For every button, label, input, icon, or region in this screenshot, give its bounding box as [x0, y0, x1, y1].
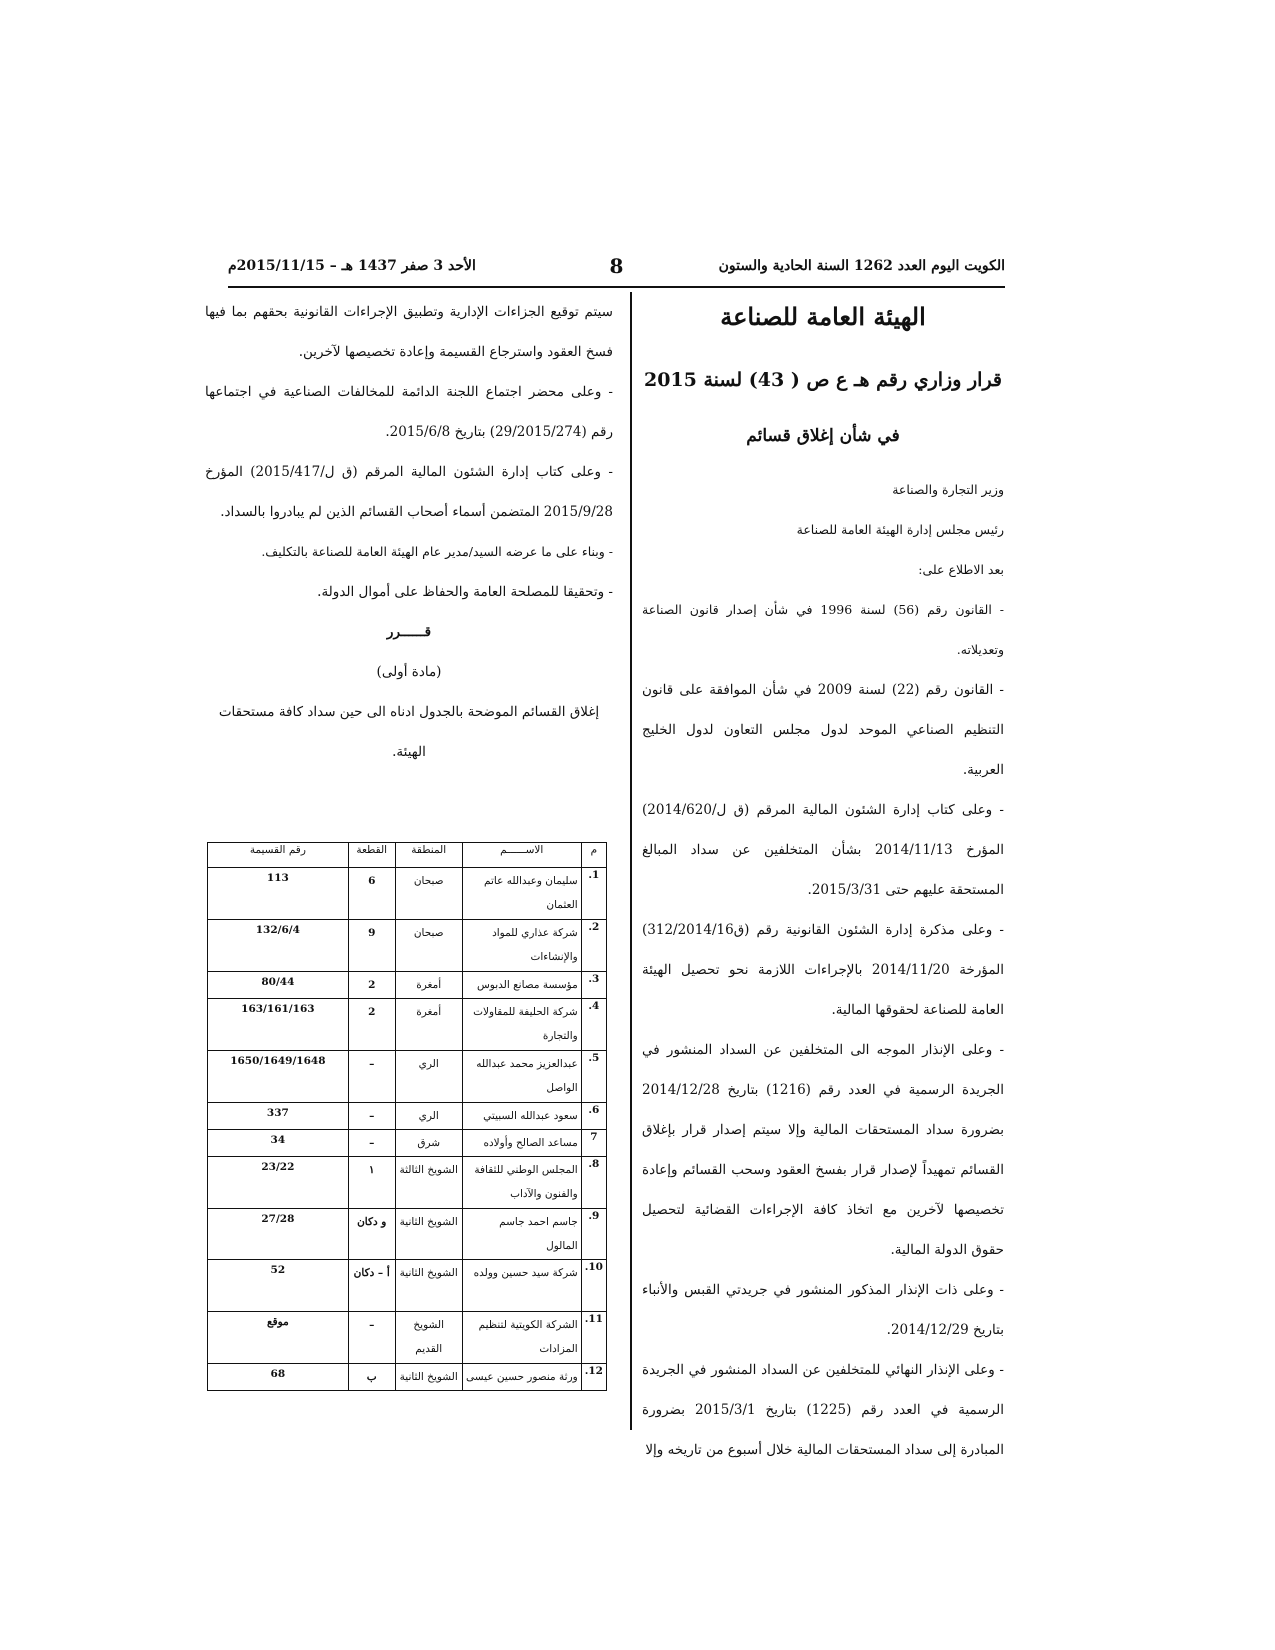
column-divider [630, 292, 632, 1430]
cell-area: الشويخ الثانية [395, 1209, 462, 1260]
chairman-line: رئيس مجلس إدارة الهيئة العامة للصناعة [796, 522, 1004, 537]
table-row [208, 1130, 607, 1157]
cell-plot: ب [348, 1364, 395, 1391]
cell-area: أمغرة [395, 972, 462, 999]
header-rule [228, 286, 1005, 288]
column-header: القطعة [348, 843, 395, 868]
cell-num: 4. [581, 999, 606, 1051]
cell-area: الري [395, 1051, 462, 1103]
preamble-paragraph: - وعلى الإنذار الموجه الى المتخلفين عن السداد المنشور في الجريدة الرسمية في العدد رقم (1216) بتاريخ 2014/12/28 بضرورة سداد المستحقات المالية وإلا سيتم إصدار قرار بإغلاق القسائم تمهيداً لإصدار قرار بفسخ العقود وسحب القسائم وإعادة تخصيصها لآخرين مع اتخاذ كافة الإجراءات القضائية لتحصيل حقوق الدولة المالية. [642, 1042, 1004, 1258]
cell-plot: – [348, 1312, 395, 1364]
cell-num: 8. [581, 1157, 606, 1209]
cell-num: 12. [581, 1364, 606, 1391]
cell-area: صبحان [395, 920, 462, 972]
column-header: م [581, 843, 606, 868]
column-header: رقم القسيمة [208, 843, 349, 868]
cell-qs: موقع [208, 1312, 349, 1364]
preamble-paragraph: - وعلى ذات الإنذار المذكور المنشور في جريدتي القبس والأنباء بتاريخ 2014/12/29. [642, 1282, 1004, 1338]
cell-num: 7 [581, 1130, 606, 1157]
cell-plot: 2 [348, 972, 395, 999]
article-heading: (مادة أولى) [376, 664, 442, 680]
cell-name: شركة سيد حسين وولده [462, 1260, 581, 1312]
preamble-paragraph: سيتم توقيع الجزاءات الإدارية وتطبيق الإجراءات القانونية بحقهم بما فيها فسخ العقود واسترجاع القسيمة وإعادة تخصيصها لآخرين. [205, 304, 613, 360]
table-row [208, 999, 607, 1051]
table-row [208, 972, 607, 999]
cell-qs: 68 [208, 1364, 349, 1391]
cell-plot: 9 [348, 920, 395, 972]
preamble-paragraph: - القانون رقم (56) لسنة 1996 في شأن إصدار قانون الصناعة وتعديلاته. [642, 602, 1004, 657]
page-number: 8 [609, 254, 624, 278]
cell-name: المجلس الوطني للثقافة والفنون والآداب [462, 1157, 581, 1209]
cell-qs: 132/6/4 [208, 920, 349, 972]
cell-plot: – [348, 1130, 395, 1157]
cell-plot: أ – دكان [348, 1260, 395, 1312]
table-row [208, 1364, 607, 1391]
table-row [208, 1260, 607, 1312]
table-row [208, 868, 607, 920]
cell-area: أمغرة [395, 999, 462, 1051]
cell-plot: و دكان [348, 1209, 395, 1260]
cell-name: جاسم احمد جاسم المالول [462, 1209, 581, 1260]
cell-qs: 337 [208, 1103, 349, 1130]
right-column [642, 292, 1004, 1470]
cell-num: 2. [581, 920, 606, 972]
cell-num: 9. [581, 1209, 606, 1260]
header-date: الأحد 3 صفر 1437 هـ – 2015/11/15م [228, 258, 476, 274]
cell-plot: – [348, 1103, 395, 1130]
cell-qs: 163/161/163 [208, 999, 349, 1051]
table-row [208, 1157, 607, 1209]
cell-area: الشويخ الثالثة [395, 1157, 462, 1209]
cell-plot: – [348, 1051, 395, 1103]
cell-num: 5. [581, 1051, 606, 1103]
table-row [208, 1103, 607, 1130]
column-header: المنطقة [395, 843, 462, 868]
preamble-paragraph: - وعلى كتاب إدارة الشئون المالية المرقم (ق ل/2014/620) المؤرخ 2014/11/13 بشأن المتخلفين عن سداد المبالغ المستحقة عليهم حتى 2015/3/31. [642, 802, 1004, 898]
cell-plot: ١ [348, 1157, 395, 1209]
cell-area: الشويخ الثانية [395, 1364, 462, 1391]
preamble-paragraph: - وعلى مذكرة إدارة الشئون القانونية رقم (ق312/2014/16) المؤرخة 2014/11/20 بالإجراءات اللازمة نحو تحصيل الهيئة العامة للصناعة لحقوقها المالية. [642, 922, 1004, 1018]
cell-qs: 23/22 [208, 1157, 349, 1209]
cell-qs: 34 [208, 1130, 349, 1157]
preamble-paragraph: - وبناء على ما عرضه السيد/مدير عام الهيئة العامة للصناعة بالتكليف. [261, 544, 613, 559]
cell-qs: 27/28 [208, 1209, 349, 1260]
cell-num: 1. [581, 868, 606, 920]
cell-name: سليمان وعبدالله عاتم العثمان [462, 868, 581, 920]
article-text: إغلاق القسائم الموضحة بالجدول ادناه الى حين سداد كافة مستحقات الهيئة. [218, 704, 600, 760]
minister-line: وزير التجارة والصناعة [892, 482, 1004, 497]
decision-title: قرار وزاري رقم هـ ع ص ( 43) لسنة 2015 [643, 369, 1003, 391]
preamble-paragraph: - وتحقيقا للمصلحة العامة والحفاظ على أموال الدولة. [317, 584, 613, 600]
organization-title: الهيئة العامة للصناعة [720, 302, 926, 331]
cell-name: عبدالعزيز محمد عبدالله الواصل [462, 1051, 581, 1103]
cell-name: شركة الحليفة للمقاولات والتجارة [462, 999, 581, 1051]
cell-area: شرق [395, 1130, 462, 1157]
cell-qs: 113 [208, 868, 349, 920]
cell-num: 10. [581, 1260, 606, 1312]
table-row [208, 920, 607, 972]
cell-num: 6. [581, 1103, 606, 1130]
preamble-paragraph: - القانون رقم (22) لسنة 2009 في شأن الموافقة على قانون التنظيم الصناعي الموحد لدول مجلس التعاون لدول الخليج العربية. [642, 682, 1004, 778]
cell-name: سعود عبدالله السبيتي [462, 1103, 581, 1130]
table-row [208, 1209, 607, 1260]
cell-qs: 80/44 [208, 972, 349, 999]
decides-heading: قــــــرر [386, 624, 432, 640]
cell-plot: 6 [348, 868, 395, 920]
header-publication: الكويت اليوم العدد 1262 السنة الحادية والستون [718, 258, 1005, 274]
cell-name: شركة عذاري للمواد والإنشاءات [462, 920, 581, 972]
cell-qs: 52 [208, 1260, 349, 1312]
preamble-paragraph: - وعلى محضر اجتماع اللجنة الدائمة للمخالفات الصناعية في اجتماعها رقم (29/2015/274) بتاريخ 2015/6/8. [205, 384, 613, 440]
running-header [228, 254, 1005, 284]
decision-subject: في شأن إغلاق قسائم [746, 426, 900, 446]
cell-area: صبحان [395, 868, 462, 920]
cell-name: الشركة الكويتية لتنظيم المزادات [462, 1312, 581, 1364]
cell-num: 3. [581, 972, 606, 999]
cell-name: مؤسسة مصانع الدبوس [462, 972, 581, 999]
cell-plot: 2 [348, 999, 395, 1051]
cell-num: 11. [581, 1312, 606, 1364]
cell-area: الشويخ القديم [395, 1312, 462, 1364]
preamble-paragraph: - وعلى كتاب إدارة الشئون المالية المرقم (ق ل/2015/417) المؤرخ 2015/9/28 المتضمن أسماء أصحاب القسائم الذين لم يبادروا بالسداد. [205, 464, 613, 520]
table-row [208, 1051, 607, 1103]
preamble-paragraph: - وعلى الإنذار النهائي للمتخلفين عن السداد المنشور في الجريدة الرسمية في العدد رقم (1225) بتاريخ 2015/3/1 بضرورة المبادرة إلى سداد المستحقات المالية خلال أسبوع من تاريخه وإلا [642, 1362, 1004, 1458]
cell-name: ورثة منصور حسين عيسى [462, 1364, 581, 1391]
plots-table [207, 842, 607, 1391]
cell-area: الري [395, 1103, 462, 1130]
column-header: الاســــــم [462, 843, 581, 868]
table-row [208, 1312, 607, 1364]
left-column [205, 292, 613, 772]
cell-area: الشويخ الثانية [395, 1260, 462, 1312]
after-review-line: بعد الاطلاع على: [918, 562, 1004, 577]
table-header-row [208, 843, 607, 868]
cell-name: مساعد الصالح وأولاده [462, 1130, 581, 1157]
cell-qs: 1650/1649/1648 [208, 1051, 349, 1103]
